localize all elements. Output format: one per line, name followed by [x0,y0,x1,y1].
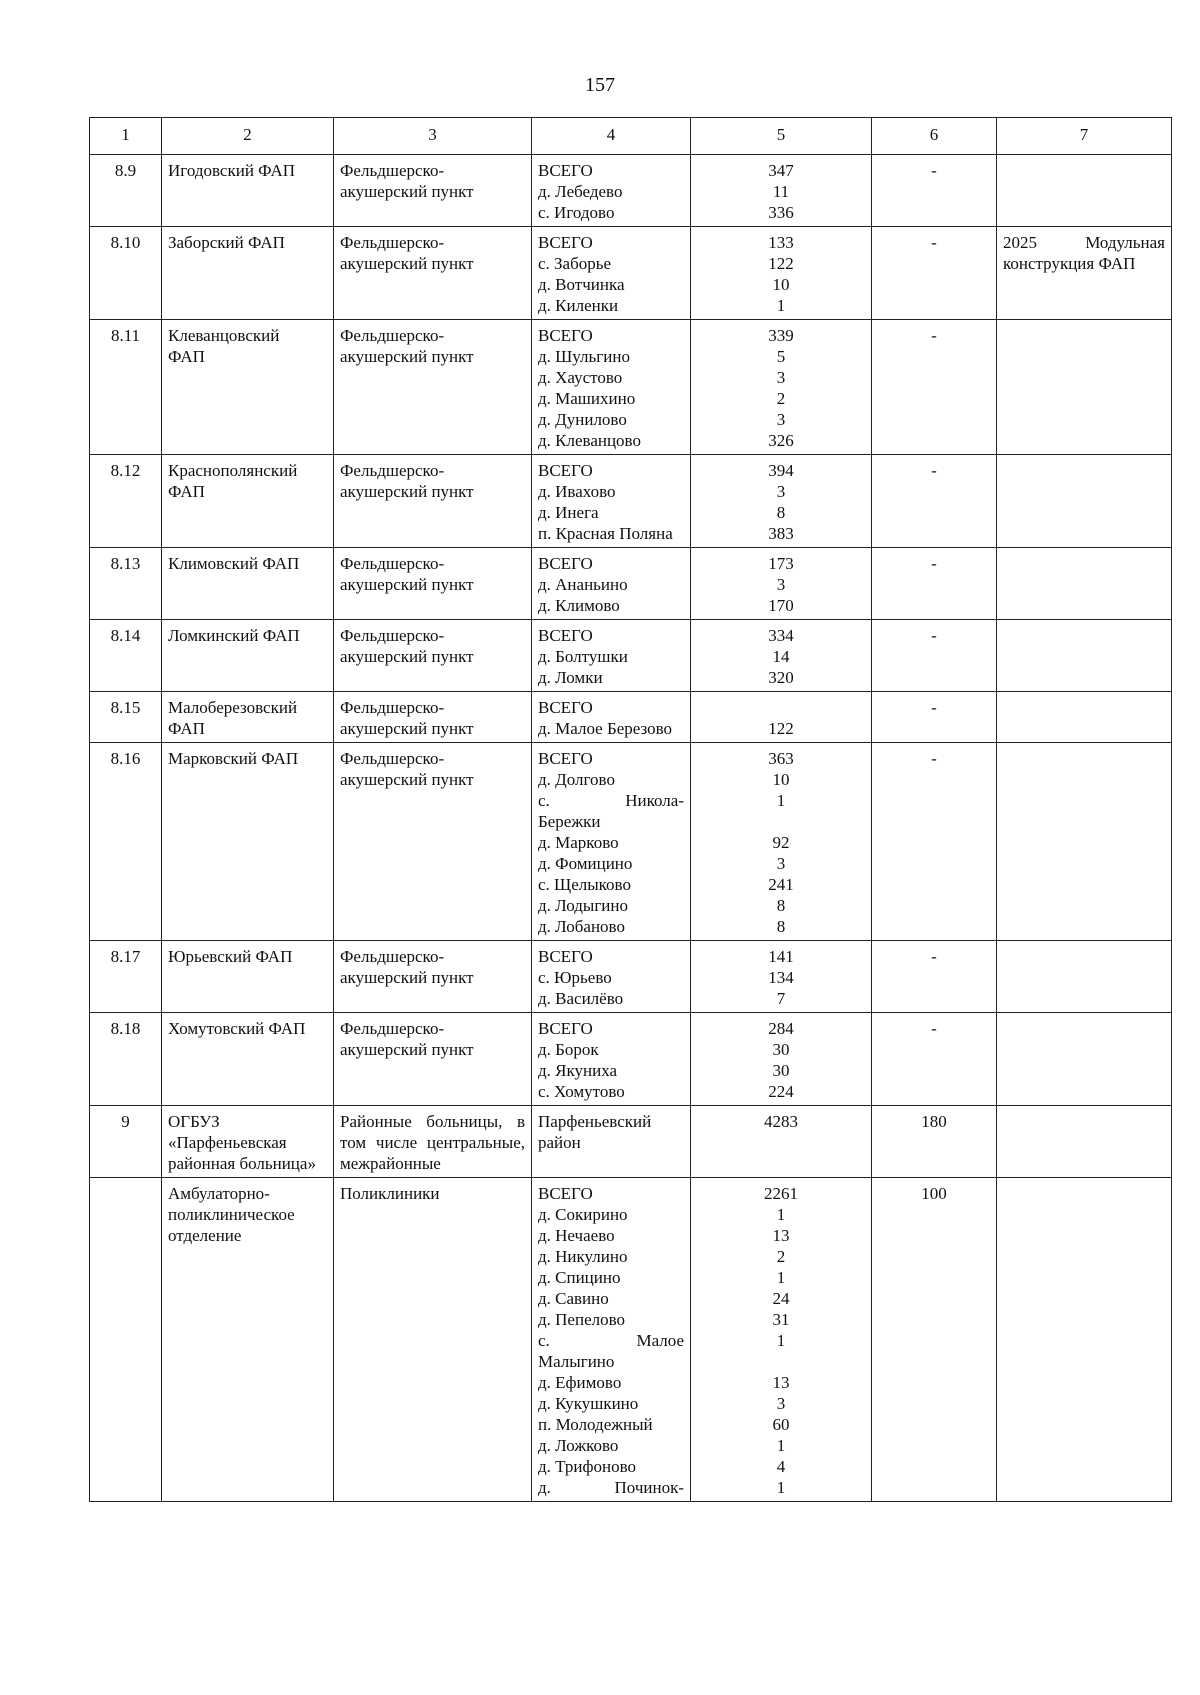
column-6-value: - [931,161,937,180]
locality-line: д. Пепелово [538,1310,626,1329]
column-6-cell [872,455,997,548]
population-value: 3 [776,368,786,387]
locality-line: д. Борок [538,1040,599,1059]
population-cell [691,1106,872,1178]
population-value: 363 [768,749,794,768]
population-value: 1 [776,1331,786,1350]
localities-cell [532,620,691,692]
facility-type-line: акушерский пункт [340,347,474,366]
population-value: 1 [776,1436,786,1455]
facility-type-line: Поликлиники [340,1184,440,1203]
locality-line: п. Красная Поляна [538,524,673,543]
locality-line: с. Малое [538,1331,684,1350]
population-value: 2 [776,389,786,408]
facility-type-cell [334,155,532,227]
population-value: 2 [776,1247,786,1266]
header-row [90,118,1172,155]
column-7-cell [997,620,1172,692]
population-value: 133 [768,233,794,252]
facility-type-line: Фельдшерско- [340,626,445,645]
column-7-cell [997,1013,1172,1106]
column-6-value: - [931,749,937,768]
row-number-cell [90,455,162,548]
column-6-cell [872,227,997,320]
localities-cell [532,941,691,1013]
column-7-cell [997,320,1172,455]
locality-line: ВСЕГО [538,461,593,480]
population-value: 4 [776,1457,786,1476]
facility-type-cell [334,320,532,455]
table-row [90,455,1172,548]
facility-name-cell [162,455,334,548]
row-number-cell [90,1178,162,1502]
population-value: 134 [768,968,794,987]
row-number: 8.13 [110,554,141,573]
population-value [697,1351,865,1372]
facility-type-cell [334,1106,532,1178]
locality-line: д. Лодыгино [538,896,629,915]
population-value: 1 [776,1478,786,1497]
population-value: 173 [768,554,794,573]
facility-name-cell [162,227,334,320]
locality-line: д. Хаустово [538,368,623,387]
facility-name-line: Амбулаторно- [168,1184,270,1203]
facility-type-line: акушерский пункт [340,770,474,789]
population-value: 141 [768,947,794,966]
locality-line: с. Никола- [538,791,684,810]
locality-line: д. Шульгино [538,347,630,366]
table-row [90,320,1172,455]
column-6-cell [872,743,997,941]
population-cell [691,743,872,941]
facility-name-cell [162,620,334,692]
localities-cell [532,155,691,227]
row-number: 8.10 [110,233,141,252]
column-6-cell [872,320,997,455]
column-7-cell [997,692,1172,743]
row-number: 8.16 [110,749,141,768]
locality-line: д. Савино [538,1289,609,1308]
column-6-value: 100 [921,1184,947,1203]
column-header: 4 [532,118,691,155]
population-value: 8 [776,503,786,522]
table-row [90,1178,1172,1502]
locality-line: ВСЕГО [538,626,593,645]
population-value: 122 [768,254,794,273]
facility-name-line: отделение [168,1226,242,1245]
localities-cell [532,692,691,743]
facility-name-line: ФАП [168,482,205,501]
facility-type-cell [334,620,532,692]
locality-line: Бережки [538,812,601,831]
row-number: 9 [121,1112,130,1131]
facility-name-cell [162,692,334,743]
population-value: 14 [772,647,790,666]
row-number-cell [90,227,162,320]
facility-name-cell [162,1013,334,1106]
table-row [90,1013,1172,1106]
population-value: 10 [772,770,790,789]
column-header: 3 [334,118,532,155]
facility-type-line: акушерский пункт [340,1040,474,1059]
facility-name-line: районная больница» [168,1154,316,1173]
locality-line: д. Инега [538,503,599,522]
facility-name-cell [162,1178,334,1502]
population-cell [691,227,872,320]
facility-type-line: акушерский пункт [340,182,474,201]
population-value: 1 [776,296,786,315]
localities-cell [532,1106,691,1178]
locality-line: с. Игодово [538,203,615,222]
table-row [90,548,1172,620]
population-value: 13 [772,1373,790,1392]
population-value: 8 [776,917,786,936]
table-row [90,692,1172,743]
row-number: 8.12 [110,461,141,480]
facility-type-cell [334,1013,532,1106]
locality-line: д. Трифоново [538,1457,637,1476]
facility-name-cell [162,743,334,941]
population-cell [691,455,872,548]
table-row [90,941,1172,1013]
facility-type-line: акушерский пункт [340,647,474,666]
population-value: 4283 [764,1112,798,1131]
population-value: 1 [776,1205,786,1224]
locality-line: ВСЕГО [538,326,593,345]
population-value: 339 [768,326,794,345]
row-number-cell [90,155,162,227]
column-6-cell [872,548,997,620]
row-number-cell [90,620,162,692]
facility-type-line: акушерский пункт [340,719,474,738]
population-value: 8 [776,896,786,915]
population-cell [691,1013,872,1106]
column-6-cell [872,1106,997,1178]
facility-name-line: Хомутовский ФАП [168,1019,306,1038]
table-row [90,227,1172,320]
population-cell [691,548,872,620]
locality-line: д. Кукушкино [538,1394,639,1413]
locality-line: д. Починок- [538,1478,684,1497]
column-header: 6 [872,118,997,155]
localities-cell [532,1013,691,1106]
facility-type-cell [334,692,532,743]
population-value: 5 [776,347,786,366]
column-7-cell [997,1106,1172,1178]
locality-line: п. Молодежный [538,1415,653,1434]
locality-line: Малыгино [538,1352,615,1371]
locality-line: д. Марково [538,833,619,852]
locality-line: ВСЕГО [538,1184,593,1203]
column-7-cell [997,155,1172,227]
note-line: 2025 Модульная [1003,233,1165,252]
table-row [90,155,1172,227]
population-cell [691,1178,872,1502]
locality-line: Парфеньевский [538,1112,652,1131]
column-6-cell [872,941,997,1013]
population-value: 394 [768,461,794,480]
population-value: 3 [776,575,786,594]
facilities-table [89,117,1172,1502]
locality-line: ВСЕГО [538,1019,593,1038]
population-value: 122 [768,719,794,738]
column-7-cell [997,1178,1172,1502]
facility-type-line: акушерский пункт [340,575,474,594]
locality-line: ВСЕГО [538,554,593,573]
population-value: 336 [768,203,794,222]
column-6-value: - [931,698,937,717]
row-number-cell [90,743,162,941]
facility-type-line: Фельдшерско- [340,1019,445,1038]
facility-name-line: ОГБУЗ [168,1112,220,1131]
locality-line: д. Ломки [538,668,603,687]
locality-line: с. Заборье [538,254,612,273]
facility-name-cell [162,941,334,1013]
locality-line: д. Дунилово [538,410,627,429]
locality-line: д. Ефимово [538,1373,622,1392]
column-header: 1 [90,118,162,155]
column-6-cell [872,692,997,743]
locality-line: д. Киленки [538,296,619,315]
facility-name-line: Юрьевский ФАП [168,947,293,966]
facility-type-cell [334,455,532,548]
facility-type-cell [334,227,532,320]
localities-cell [532,227,691,320]
row-number-cell [90,941,162,1013]
population-value: 92 [772,833,790,852]
row-number: 8.14 [110,626,141,645]
column-header: 2 [162,118,334,155]
row-number: 8.11 [110,326,141,345]
locality-line: район [538,1133,581,1152]
locality-line: д. Ложково [538,1436,619,1455]
facility-name-line: ФАП [168,719,205,738]
facility-name-line: Малоберезовский [168,698,298,717]
facility-type-line: межрайонные [340,1154,441,1173]
column-7-cell [997,548,1172,620]
population-value: 326 [768,431,794,450]
locality-line: д. Болтушки [538,647,628,666]
facility-type-line: Фельдшерско- [340,554,445,573]
facility-name-line: Ломкинский ФАП [168,626,300,645]
locality-line: с. Щелыково [538,875,631,894]
column-header: 5 [691,118,872,155]
column-header: 7 [997,118,1172,155]
column-6-value: - [931,626,937,645]
facility-name-cell [162,155,334,227]
column-7-cell [997,455,1172,548]
population-value: 284 [768,1019,794,1038]
population-value: 10 [772,275,790,294]
localities-cell [532,455,691,548]
column-7-cell [997,227,1172,320]
table-row [90,1106,1172,1178]
population-value: 3 [776,410,786,429]
population-cell [691,692,872,743]
locality-line: ВСЕГО [538,698,593,717]
population-value: 3 [776,1394,786,1413]
facility-name-cell [162,1106,334,1178]
facility-name-cell [162,320,334,455]
page-number: 157 [585,74,615,96]
facility-name-cell [162,548,334,620]
row-number: 8.15 [110,698,141,717]
population-cell [691,620,872,692]
population-cell [691,320,872,455]
locality-line: ВСЕГО [538,749,593,768]
population-value: 7 [776,989,786,1008]
note-line: конструкция ФАП [1003,254,1136,273]
locality-line: д. Василёво [538,989,624,1008]
population-value [697,811,865,832]
row-number: 8.9 [114,161,137,180]
population-value: 224 [768,1082,794,1101]
locality-line: д. Лобаново [538,917,625,936]
facility-type-line: Фельдшерско- [340,698,445,717]
facility-name-line: поликлиническое [168,1205,295,1224]
locality-line: д. Сокирино [538,1205,628,1224]
column-6-cell [872,1013,997,1106]
population-value: 31 [772,1310,790,1329]
population-value: 2261 [764,1184,798,1203]
locality-line: д. Клеванцово [538,431,641,450]
facility-type-line: Фельдшерско- [340,749,445,768]
facility-name-line: Заборский ФАП [168,233,285,252]
population-value [697,697,865,718]
column-6-value: - [931,326,937,345]
population-cell [691,155,872,227]
facility-name-line: Игодовский ФАП [168,161,296,180]
facility-type-cell [334,941,532,1013]
population-value: 241 [768,875,794,894]
facility-type-line: том числе центральные, [340,1133,525,1152]
column-7-cell [997,941,1172,1013]
locality-line: д. Долгово [538,770,615,789]
population-value: 11 [772,182,790,201]
population-value: 347 [768,161,794,180]
population-value: 24 [772,1289,790,1308]
facility-type-line: акушерский пункт [340,968,474,987]
locality-line: д. Якуниха [538,1061,618,1080]
facility-name-line: Марковский ФАП [168,749,299,768]
locality-line: с. Хомутово [538,1082,625,1101]
population-value: 13 [772,1226,790,1245]
column-6-cell [872,155,997,227]
facility-type-cell [334,743,532,941]
population-value: 1 [776,1268,786,1287]
population-value: 1 [776,791,786,810]
row-number-cell [90,1106,162,1178]
locality-line: ВСЕГО [538,233,593,252]
population-value: 60 [772,1415,790,1434]
facility-name-line: «Парфеньевская [168,1133,287,1152]
facility-type-line: Фельдшерско- [340,161,445,180]
locality-line: ВСЕГО [538,161,593,180]
locality-line: д. Лебедево [538,182,623,201]
population-value: 30 [772,1040,790,1059]
locality-line: с. Юрьево [538,968,612,987]
population-value: 334 [768,626,794,645]
table-row [90,620,1172,692]
column-6-cell [872,620,997,692]
facility-type-line: Фельдшерско- [340,461,445,480]
table-row [90,743,1172,941]
locality-line: д. Фомицино [538,854,633,873]
locality-line: д. Машихино [538,389,636,408]
facility-type-line: Фельдшерско- [340,326,445,345]
locality-line: д. Ананьино [538,575,628,594]
column-6-value: - [931,233,937,252]
column-6-value: - [931,947,937,966]
row-number: 8.18 [110,1019,141,1038]
facility-type-line: Фельдшерско- [340,947,445,966]
population-value: 170 [768,596,794,615]
population-value: 3 [776,482,786,501]
localities-cell [532,743,691,941]
localities-cell [532,1178,691,1502]
column-6-value: - [931,554,937,573]
locality-line: ВСЕГО [538,947,593,966]
facility-type-line: Фельдшерско- [340,233,445,252]
column-6-value: - [931,1019,937,1038]
locality-line: д. Никулино [538,1247,628,1266]
facility-type-cell [334,548,532,620]
population-value: 383 [768,524,794,543]
column-7-cell [997,743,1172,941]
locality-line: д. Климово [538,596,620,615]
population-value: 3 [776,854,786,873]
facility-type-line: акушерский пункт [340,482,474,501]
facility-type-line: акушерский пункт [340,254,474,273]
locality-line: д. Спицино [538,1268,621,1287]
column-6-cell [872,1178,997,1502]
facility-name-line: Краснополянский [168,461,298,480]
row-number: 8.17 [110,947,141,966]
column-6-value: - [931,461,937,480]
row-number-cell [90,320,162,455]
population-cell [691,941,872,1013]
column-6-value: 180 [921,1112,947,1131]
facility-type-line: Районные больницы, в [340,1112,525,1131]
row-number-cell [90,548,162,620]
locality-line: д. Нечаево [538,1226,615,1245]
population-value: 320 [768,668,794,687]
row-number-cell [90,692,162,743]
locality-line: д. Ивахово [538,482,616,501]
facility-name-line: Климовский ФАП [168,554,300,573]
localities-cell [532,320,691,455]
facility-name-line: Клеванцовский [168,326,280,345]
localities-cell [532,548,691,620]
facility-type-cell [334,1178,532,1502]
row-number-cell [90,1013,162,1106]
locality-line: д. Малое Березово [538,719,673,738]
facility-name-line: ФАП [168,347,205,366]
population-value: 30 [772,1061,790,1080]
locality-line: д. Вотчинка [538,275,625,294]
